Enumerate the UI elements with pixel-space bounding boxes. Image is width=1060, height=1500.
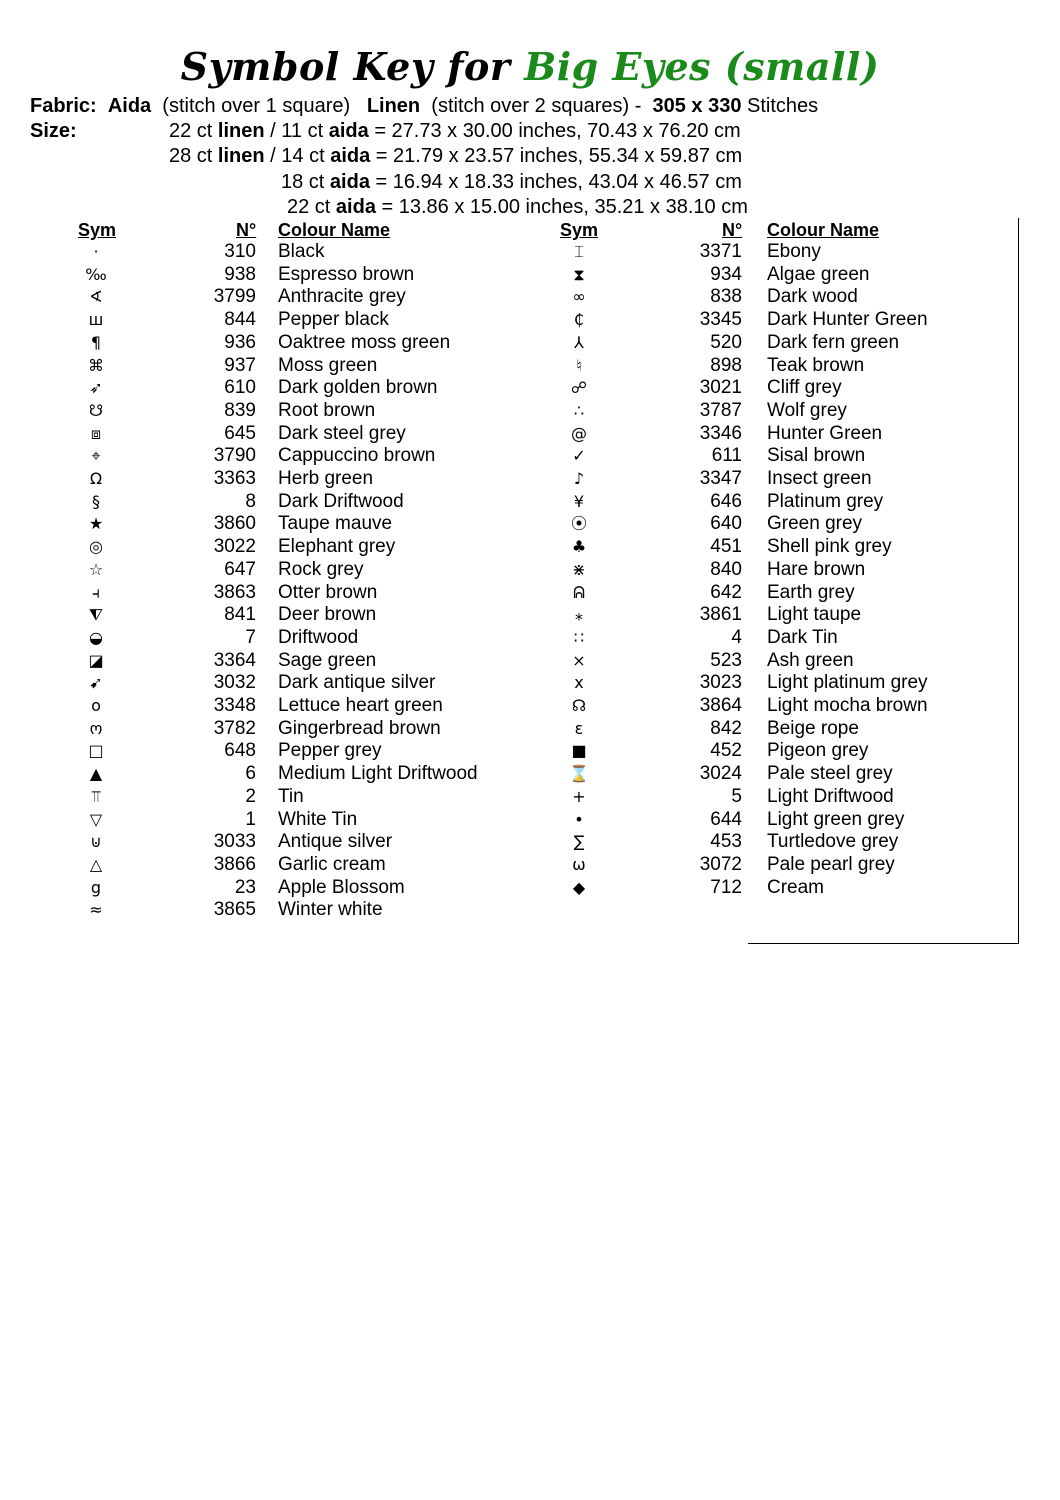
- symbol-cell: ¶: [90, 332, 102, 352]
- colour-name: Platinum grey: [767, 490, 884, 512]
- colour-number: 938: [224, 263, 256, 285]
- colour-name: Medium Light Driftwood: [278, 763, 478, 785]
- colour-name: Turtledove grey: [767, 831, 899, 853]
- table-row: [0, 740, 1000, 763]
- table-bottom-border: [748, 943, 1019, 944]
- symbol-cell: ·: [93, 242, 99, 261]
- colour-name: Sage green: [278, 649, 377, 671]
- symbol-cell: ◆: [572, 877, 586, 897]
- colour-number: 3023: [699, 672, 742, 694]
- symbol-cell: ᕱ: [573, 582, 585, 602]
- symbol-cell: ◪: [88, 650, 104, 670]
- symbol-cell: ≈: [89, 900, 103, 920]
- colour-name: Hunter Green: [767, 422, 883, 444]
- colour-number: 898: [710, 354, 742, 376]
- colour-name: Light green grey: [767, 808, 905, 830]
- symbol-cell: ⧗: [573, 264, 585, 284]
- colour-name: Elephant grey: [278, 536, 396, 558]
- colour-number: 839: [224, 399, 256, 421]
- colour-number: 3371: [699, 241, 742, 262]
- table-row: [0, 377, 1000, 400]
- colour-number: 642: [710, 581, 742, 603]
- symbol-cell: ⦿: [570, 514, 587, 534]
- symbol-cell: ■: [571, 741, 587, 761]
- symbol-cell: ▲: [89, 764, 103, 784]
- colour-name: Green grey: [767, 513, 863, 535]
- colour-number: 453: [710, 831, 742, 853]
- colour-number: 5: [731, 785, 742, 807]
- fabric-linen: Linen: [366, 95, 421, 117]
- symbol-cell: ➶: [89, 378, 103, 398]
- colour-name: Moss green: [278, 354, 378, 376]
- symbol-cell: ⌛: [569, 764, 589, 784]
- colour-number: 452: [710, 740, 742, 762]
- colour-name: Deer brown: [278, 604, 377, 626]
- symbol-cell: ⧈: [90, 423, 102, 443]
- table-row: [0, 604, 1000, 627]
- colour-number: 646: [710, 490, 742, 512]
- size-line-3: 18 ct aida = 16.94 x 18.33 inches, 43.04 x 46.57 cm: [281, 171, 742, 193]
- colour-name: Driftwood: [278, 626, 359, 648]
- symbol-cell: ⌘: [88, 355, 104, 375]
- table-row: [0, 559, 1000, 582]
- symbol-cell: o: [91, 696, 101, 715]
- colour-number: 842: [710, 717, 742, 739]
- colour-name: Sisal brown: [767, 445, 866, 467]
- colour-name: Light mocha brown: [767, 695, 928, 716]
- colour-name: Herb green: [278, 468, 374, 489]
- colour-number: 937: [224, 354, 256, 376]
- symbol-cell: ¥: [573, 491, 585, 511]
- symbol-cell: ⫪: [91, 786, 101, 806]
- colour-number: 3021: [699, 377, 742, 399]
- colour-name: Cream: [767, 876, 825, 898]
- colour-name: Anthracite grey: [278, 286, 406, 308]
- colour-name: Taupe mauve: [278, 513, 393, 535]
- symbol-cell: ε: [574, 718, 584, 738]
- symbol-cell: ◎: [89, 537, 103, 557]
- colour-number: 3799: [213, 286, 256, 308]
- table-row: [0, 763, 1000, 786]
- colour-number: 648: [224, 740, 256, 762]
- pattern-name: Big Eyes (small): [524, 44, 880, 89]
- colour-number: 3787: [699, 399, 742, 421]
- table-row: [0, 264, 1000, 287]
- fabric-aida: Aida: [107, 95, 152, 117]
- page-title: [0, 44, 1060, 89]
- colour-number: 8: [245, 490, 256, 512]
- table-row: [0, 536, 1000, 559]
- table-row: [0, 513, 1000, 536]
- symbol-cell: ‰: [85, 264, 107, 284]
- table-row: [0, 877, 1000, 900]
- colour-name: Light Driftwood: [767, 785, 894, 807]
- table-row: [0, 809, 1000, 832]
- colour-number: 6: [245, 763, 256, 785]
- symbol-cell: ☊: [571, 696, 587, 715]
- colour-number: 23: [234, 876, 256, 898]
- symbol-cell: ⅄: [574, 332, 584, 352]
- table-row: [0, 672, 1000, 695]
- symbol-cell: ∞: [572, 287, 586, 307]
- symbol-cell: ⁎: [575, 605, 583, 625]
- table-row: [0, 650, 1000, 673]
- symbol-cell: ⌶: [574, 242, 584, 261]
- stitch-label: Stitches: [747, 95, 819, 117]
- colour-name: Gingerbread brown: [278, 717, 441, 739]
- symbol-cell: ➹: [89, 673, 103, 693]
- colour-number: 3790: [213, 445, 256, 467]
- colour-number: 3866: [213, 853, 256, 875]
- colour-number: 520: [710, 331, 742, 353]
- colour-number: 844: [224, 309, 256, 331]
- symbol-cell: ☍: [570, 378, 588, 398]
- fabric-label: Fabric:: [30, 95, 97, 117]
- colour-number: 3860: [213, 513, 256, 535]
- table-row: [0, 786, 1000, 809]
- colour-number: 838: [710, 286, 742, 308]
- right-sym-header: Sym: [560, 220, 599, 240]
- symbol-cell: ⋇: [572, 559, 586, 579]
- colour-name: Lettuce heart green: [278, 695, 443, 716]
- symbol-cell: ⌖: [91, 446, 101, 466]
- colour-number: 640: [710, 513, 742, 535]
- table-row: [0, 718, 1000, 741]
- colour-number: 841: [224, 604, 256, 626]
- colour-name: Dark fern green: [767, 331, 900, 353]
- colour-name: Teak brown: [767, 354, 865, 376]
- colour-name: Dark steel grey: [278, 422, 406, 444]
- colour-name: Winter white: [278, 899, 383, 921]
- colour-number: 2: [245, 785, 256, 807]
- colour-name: Shell pink grey: [767, 536, 892, 558]
- colour-number: 451: [710, 536, 742, 558]
- colour-number: 936: [224, 331, 256, 353]
- colour-name: Otter brown: [278, 581, 378, 603]
- colour-number: 3032: [213, 672, 256, 694]
- colour-name: Tin: [278, 785, 304, 807]
- colour-number: 3033: [213, 831, 256, 853]
- colour-name: Light platinum grey: [767, 672, 928, 694]
- symbol-cell: ⫞: [91, 582, 100, 602]
- colour-number: 610: [224, 377, 256, 399]
- symbol-cell: △: [89, 854, 103, 874]
- symbol-cell: ∷: [573, 627, 585, 647]
- colour-name: Earth grey: [767, 581, 855, 603]
- colour-name: Ash green: [767, 649, 854, 671]
- left-num-header: N°: [236, 220, 257, 240]
- colour-name: Garlic cream: [278, 853, 386, 875]
- table-row: [0, 286, 1000, 309]
- colour-name: Hare brown: [767, 558, 866, 580]
- colour-name: Cliff grey: [767, 377, 842, 399]
- table-row: [0, 332, 1000, 355]
- symbol-cell: g: [90, 877, 102, 897]
- table-row: [0, 309, 1000, 332]
- colour-number: 3348: [213, 695, 256, 716]
- fabric-line: [30, 94, 818, 118]
- colour-name: Ebony: [767, 241, 821, 262]
- table-row: [0, 627, 1000, 650]
- colour-number: 3863: [213, 581, 256, 603]
- colour-name: Cappuccino brown: [278, 445, 436, 467]
- symbol-cell: ო: [89, 718, 103, 738]
- colour-name: Pepper grey: [278, 740, 382, 762]
- table-row: [0, 695, 1000, 718]
- colour-number: 3864: [699, 695, 742, 716]
- colour-number: 3022: [213, 536, 256, 558]
- table-row: [0, 400, 1000, 423]
- colour-number: 3347: [699, 468, 742, 489]
- colour-name: Light taupe: [767, 604, 862, 626]
- symbol-cell: ★: [88, 514, 104, 534]
- colour-number: 3861: [699, 604, 742, 626]
- left-name-header: Colour Name: [278, 220, 391, 240]
- colour-name: Espresso brown: [278, 263, 415, 285]
- colour-name: Apple Blossom: [278, 876, 405, 898]
- colour-name: Dark golden brown: [278, 377, 438, 399]
- colour-number: 3364: [213, 649, 256, 671]
- symbol-cell: ♮: [576, 355, 582, 375]
- colour-number: 840: [710, 558, 742, 580]
- symbol-cell: ⨯: [572, 650, 586, 670]
- table-row: [0, 831, 1000, 854]
- symbol-cell: •: [574, 809, 584, 829]
- colour-number: 3346: [699, 422, 742, 444]
- symbol-cell: @: [571, 423, 587, 443]
- colour-number: 523: [710, 649, 742, 671]
- stitch-count: 305 x 330: [652, 95, 742, 117]
- colour-number: 934: [710, 263, 742, 285]
- fabric-linen-note: (stitch over 2 squares) -: [431, 95, 642, 117]
- title-prefix: Symbol Key for: [180, 44, 511, 89]
- colour-name: Dark Hunter Green: [767, 309, 928, 331]
- symbol-cell: □: [88, 741, 104, 761]
- colour-name: Black: [278, 241, 325, 262]
- symbol-cell: ◒: [89, 627, 103, 647]
- colour-name: Insect green: [767, 468, 872, 489]
- colour-name: Oaktree moss green: [278, 331, 451, 353]
- colour-name: White Tin: [278, 808, 358, 830]
- colour-number: 7: [245, 626, 256, 648]
- colour-name: Pigeon grey: [767, 740, 869, 762]
- colour-name: Beige rope: [767, 717, 859, 739]
- colour-name: Dark wood: [767, 286, 858, 308]
- symbol-cell: +: [572, 786, 586, 806]
- symbol-cell: ∢: [89, 287, 103, 307]
- symbol-cell: ∴: [573, 400, 585, 420]
- colour-number: 3072: [699, 853, 742, 875]
- table-row: [0, 423, 1000, 446]
- table-row: [0, 854, 1000, 877]
- colour-number: 3024: [699, 763, 742, 785]
- colour-number: 310: [224, 241, 256, 262]
- colour-name: Dark Driftwood: [278, 490, 404, 512]
- table-row: [0, 355, 1000, 378]
- symbol-cell: ♪: [573, 469, 585, 488]
- right-name-header: Colour Name: [767, 220, 880, 240]
- colour-number: 611: [711, 445, 742, 467]
- left-sym-header: Sym: [78, 220, 117, 240]
- symbol-cell: ∑: [573, 832, 585, 852]
- colour-name: Pale steel grey: [767, 763, 893, 785]
- symbol-cell: ✓: [572, 446, 586, 466]
- colour-name: Dark antique silver: [278, 672, 436, 694]
- table-right-border: [1018, 218, 1019, 944]
- symbol-cell: ⊍: [90, 832, 102, 852]
- colour-name: Antique silver: [278, 831, 393, 853]
- colour-name: Wolf grey: [767, 399, 847, 421]
- symbol-cell: ☋: [88, 400, 104, 420]
- fabric-aida-note: (stitch over 1 square): [162, 95, 351, 117]
- symbol-cell: x: [574, 673, 584, 693]
- colour-name: Dark Tin: [767, 626, 838, 648]
- colour-name: Algae green: [767, 263, 870, 285]
- right-num-header: N°: [722, 220, 743, 240]
- colour-number: 712: [710, 876, 742, 898]
- symbol-cell: Ω: [89, 469, 103, 488]
- symbol-cell: ω: [572, 854, 586, 874]
- colour-number: 644: [710, 808, 742, 830]
- colour-number: 1: [245, 808, 256, 830]
- size-line-4: 22 ct aida = 13.86 x 15.00 inches, 35.21 x 38.10 cm: [287, 196, 748, 218]
- colour-name: Pepper black: [278, 309, 389, 331]
- symbol-cell: §: [92, 491, 100, 511]
- colour-name: Rock grey: [278, 558, 364, 580]
- colour-number: 3345: [699, 309, 742, 331]
- symbol-cell: ⧨: [88, 605, 104, 625]
- table-row: [0, 899, 1000, 922]
- colour-number: 3782: [213, 717, 256, 739]
- colour-number: 645: [224, 422, 256, 444]
- symbol-cell: ♣: [571, 537, 587, 557]
- colour-number: 3363: [213, 468, 256, 489]
- colour-name: Pale pearl grey: [767, 853, 895, 875]
- table-row: [0, 445, 1000, 468]
- colour-name: Root brown: [278, 399, 376, 421]
- size-line-2: 28 ct linen / 14 ct aida = 21.79 x 23.57 inches, 55.34 x 59.87 cm: [169, 145, 743, 167]
- symbol-cell: ₵: [573, 310, 585, 330]
- colour-number: 3865: [213, 899, 256, 921]
- colour-number: 4: [731, 626, 742, 648]
- table-row: [0, 241, 1000, 264]
- table-row: [0, 491, 1000, 514]
- colour-number: 647: [224, 558, 256, 580]
- symbol-cell: ☆: [88, 559, 104, 579]
- symbol-cell: ш: [88, 310, 104, 330]
- symbol-cell: ▽: [89, 809, 103, 829]
- size-line-1: 22 ct linen / 11 ct aida = 27.73 x 30.00 inches, 70.43 x 76.20 cm: [169, 120, 741, 142]
- table-row: [0, 582, 1000, 605]
- size-label: Size:: [30, 120, 77, 142]
- table-row: [0, 468, 1000, 491]
